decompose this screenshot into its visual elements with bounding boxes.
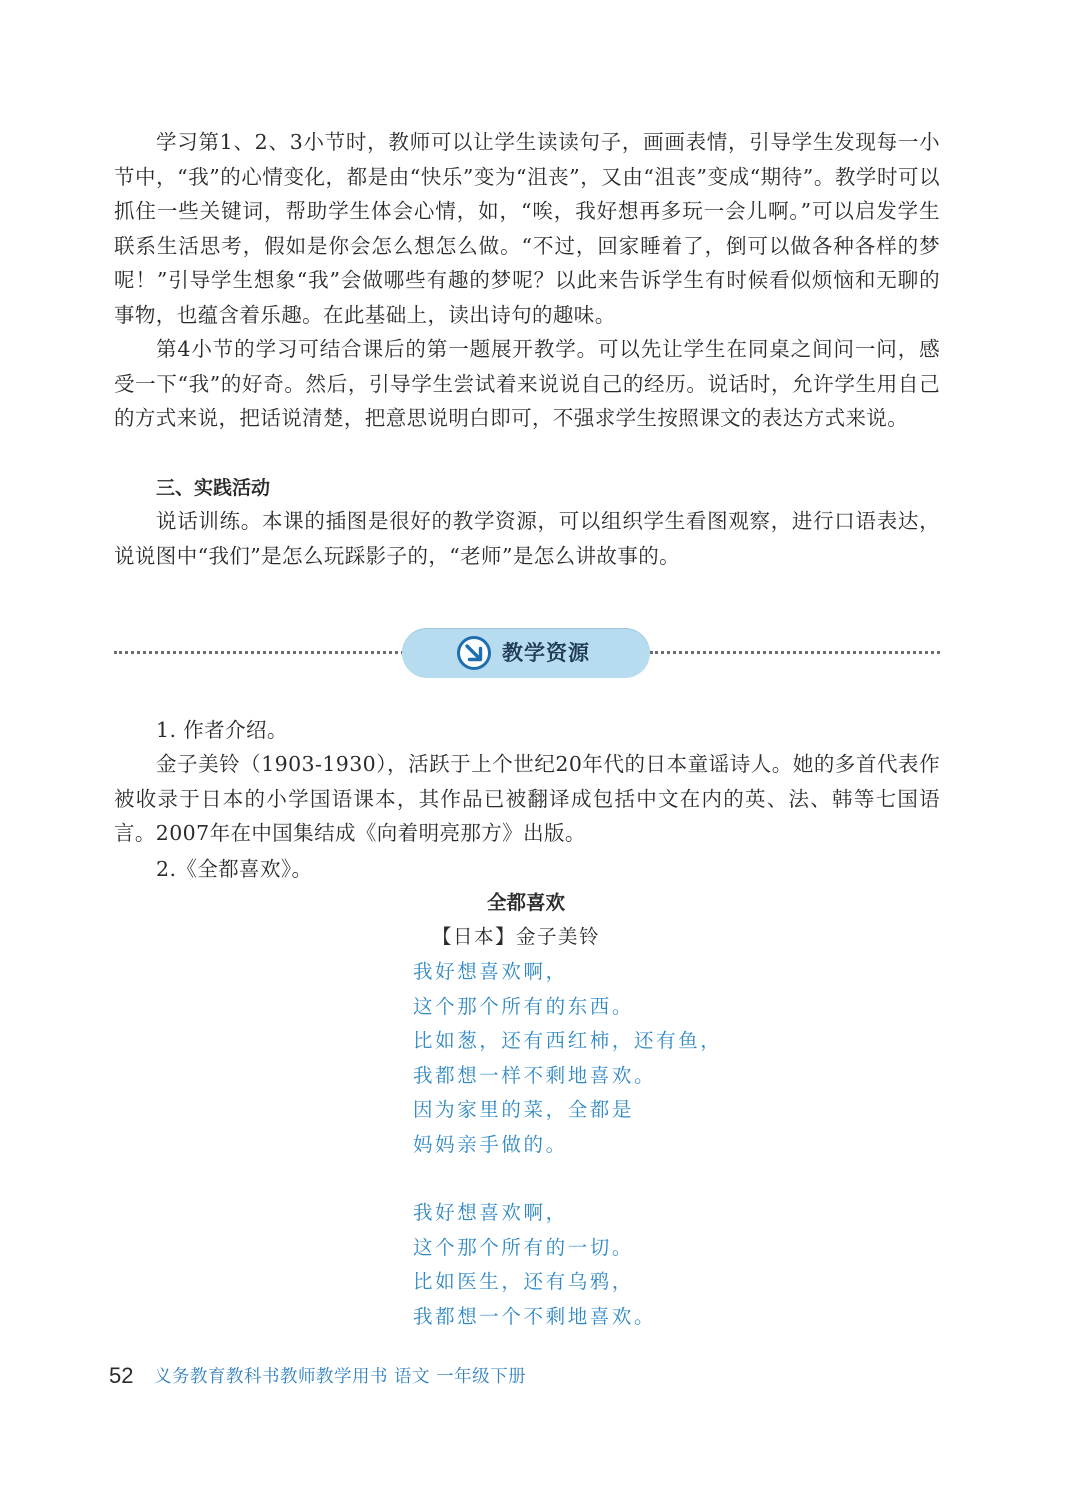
paragraph-author-intro: 金子美铃（1903-1930），活跃于上个世纪20年代的日本童谣诗人。她的多首代表作被收录于日本的小学国语课本，其作品已被翻译成包括中文在内的英、法、韩等七国语言。2007年在中国集结成《向着明亮那方》出版。 xyxy=(114,752,940,845)
poem-line: 我好想喜欢啊， xyxy=(413,1201,568,1224)
poem-line: 我都想一个不剩地喜欢。 xyxy=(413,1304,657,1328)
teaching-resources-label: 教学资源 xyxy=(502,641,590,665)
poem-line: 比如葱，还有西红柿，还有鱼， xyxy=(413,1029,723,1052)
resource-item-poem: 2.《全都喜欢》。 xyxy=(156,857,313,881)
poem-line: 这个那个所有的一切。 xyxy=(413,1235,635,1259)
arrow-down-right-circle-icon xyxy=(456,635,492,671)
page-number: 52 xyxy=(109,1363,134,1388)
paragraph-speaking-practice: 说话训练。本课的插图是很好的教学资源，可以组织学生看图观察，进行口语表达，说说图中“我们”是怎么玩踩影子的，“老师”是怎么讲故事的。 xyxy=(114,509,940,568)
teaching-resources-banner xyxy=(402,628,650,678)
poem-line: 妈妈亲手做的。 xyxy=(413,1132,568,1156)
paragraph-section-4: 第4小节的学习可结合课后的第一题展开教学。可以先让学生在同桌之间问一问，感受一下“我”的好奇。然后，引导学生尝试着来说说自己的经历。说话时，允许学生用自己的方式来说，把话说清楚，把意思说明白即可，不强求学生按照课文的表达方式来说。 xyxy=(114,337,940,430)
paragraph-sections-1-3: 学习第1、2、3小节时，教师可以让学生读读句子，画画表情，引导学生发现每一小节中，“我”的心情变化，都是由“快乐”变为“沮丧”，又由“沮丧”变成“期待”。教学时可以抓住一些关键词，帮助学生体会心情，如，“唉，我好想再多玩一会儿啊。”可以启发学生联系生活思考，假如是你会怎么想怎么做。“不过，回家睡着了，倒可以做各种各样的梦呢！”引导学生想象“我”会做哪些有趣的梦呢？以此来告诉学生有时候看似烦恼和无聊的事物，也蕴含着乐趣。在此基础上，读出诗句的趣味。 xyxy=(114,130,940,327)
poem-stanza-1 xyxy=(413,955,833,1162)
resource-item-author-intro: 1. 作者介绍。 xyxy=(156,718,288,742)
poem-title: 全都喜欢 xyxy=(486,891,565,914)
poem-line: 比如医生，还有乌鸦， xyxy=(413,1270,635,1293)
poem-line: 我好想喜欢啊， xyxy=(413,960,568,983)
poem-line: 因为家里的菜，全都是 xyxy=(413,1098,635,1121)
poem-stanza-2 xyxy=(413,1196,833,1334)
dotted-divider-right xyxy=(650,651,940,654)
poem-line: 我都想一样不剩地喜欢。 xyxy=(413,1063,657,1087)
poem-author: 【日本】金子美铃 xyxy=(432,925,601,948)
section-heading-practice: 三、实践活动 xyxy=(156,477,271,499)
book-title-footer: 义务教育教科书教师教学用书 语文 一年级下册 xyxy=(154,1367,527,1387)
dotted-divider-left xyxy=(114,651,404,654)
poem-line: 这个那个所有的东西。 xyxy=(413,994,635,1018)
